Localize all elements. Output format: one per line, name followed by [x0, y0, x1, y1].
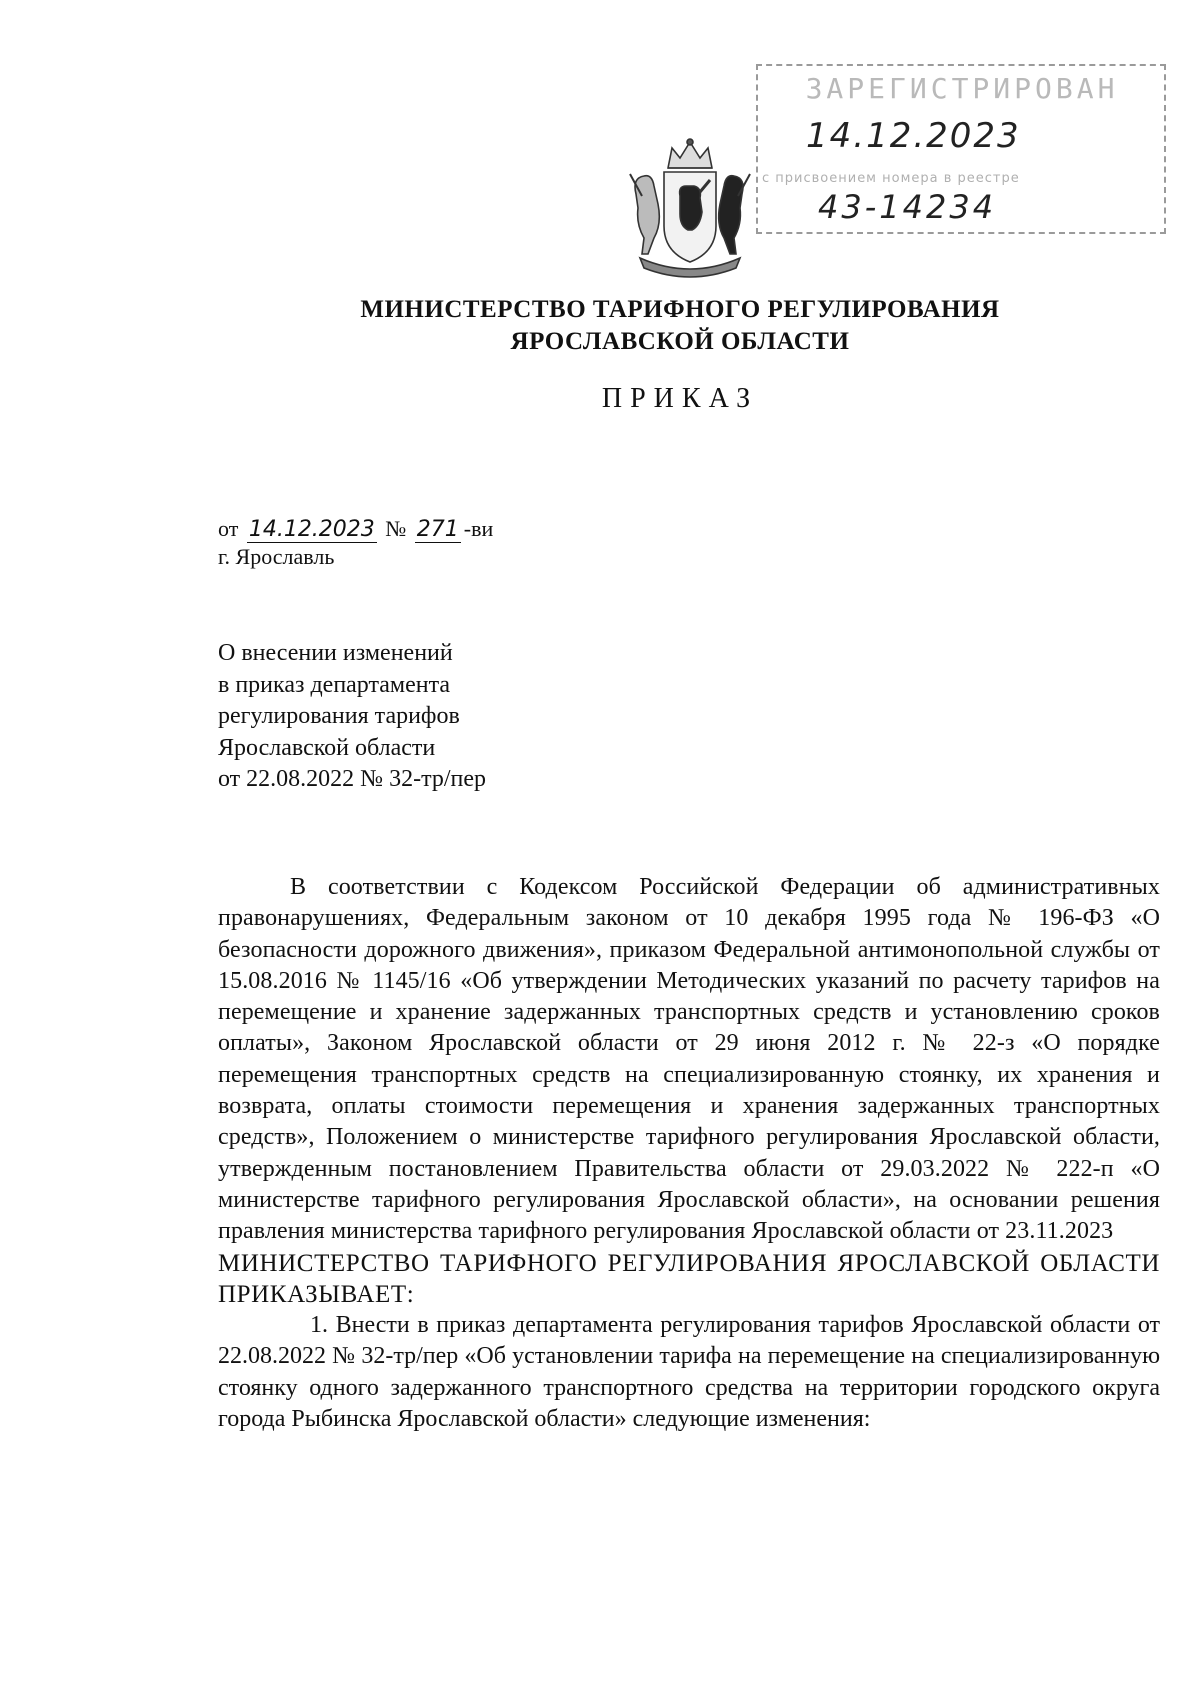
order-number-sign: № — [385, 516, 407, 541]
order-body — [218, 872, 1160, 1435]
document-type-title: ПРИКАЗ — [601, 383, 759, 414]
order-from-prefix: от — [218, 516, 239, 541]
legal-basis-paragraph: В соответствии с Кодексом Российской Федерации об административных правонарушениях, Федеральным законом от 10 декабря 1995 года № 196-ФЗ «О безопасности дорожного движения», приказом Федеральной антимонопольной службы от 15.08.2016 № 1145/16 «Об утверждении Методических указаний по расчету тарифов на перемещение и хранение задержанных транспортных средств и установлению сроков оплаты», Законом Ярославской области от 29 июня 2012 г. № 22-з «О порядке перемещения транспортных средств на специализированную стоянку, их хранения и возврата, оплаты стоимости перемещения и хранения задержанных транспортных средств», Положением о министерстве тарифного регулирования Ярославской области, утвержденным постановлением Правительства области от 29.03.2022 № 222-п «О министерстве тарифного регулирования Ярославской области», на основании решения правления министерства тарифного регулирования Ярославской области от 23.11.2023 — [218, 874, 1160, 1245]
registration-stamp — [756, 64, 1168, 236]
subject-line: регулирования тарифов — [218, 703, 460, 729]
order-handwritten-date: 14.12.2023 — [248, 517, 375, 542]
subject-line: О внесении изменений — [218, 640, 453, 666]
ministry-name-line2: ЯРОСЛАВСКОЙ ОБЛАСТИ — [510, 328, 850, 355]
order-handwritten-number: 271 — [416, 517, 459, 542]
subject-line: от 22.08.2022 № 32-тр/пер — [218, 766, 487, 792]
order-subject — [218, 638, 486, 796]
stamp-caption: с присвоением номера в реестре — [762, 171, 1020, 186]
ministry-name — [200, 294, 1160, 358]
order-item-1: 1. Внести в приказ департамента регулирования тарифов Ярославской области от 22.08.2022 № 32-тр/пер «Об установлении тарифа на перемещение на специализированную стоянку одного задержанного транспортного средства на территории городского округа города Рыбинска Ярославской области» следующие изменения: — [218, 1312, 1160, 1433]
ministry-orders-statement: МИНИСТЕРСТВО ТАРИФНОГО РЕГУЛИРОВАНИЯ ЯРОСЛАВСКОЙ ОБЛАСТИ ПРИКАЗЫВАЕТ: — [218, 1249, 1160, 1308]
stamp-handwritten-number: 43-14234 — [818, 188, 997, 226]
subject-line: в приказ департамента — [218, 671, 451, 698]
stamp-title: ЗАРЕГИСТРИРОВАН — [805, 72, 1119, 105]
ministry-name-line1: МИНИСТЕРСТВО ТАРИФНОГО РЕГУЛИРОВАНИЯ — [360, 296, 1000, 323]
order-city: г. Ярославль — [218, 544, 335, 569]
coat-of-arms-emblem — [622, 134, 758, 282]
stamp-handwritten-date: 14.12.2023 — [806, 116, 1021, 156]
order-date-number-line — [218, 516, 493, 543]
order-number-suffix: -ви — [463, 516, 494, 541]
subject-line: Ярославской области — [218, 734, 436, 761]
